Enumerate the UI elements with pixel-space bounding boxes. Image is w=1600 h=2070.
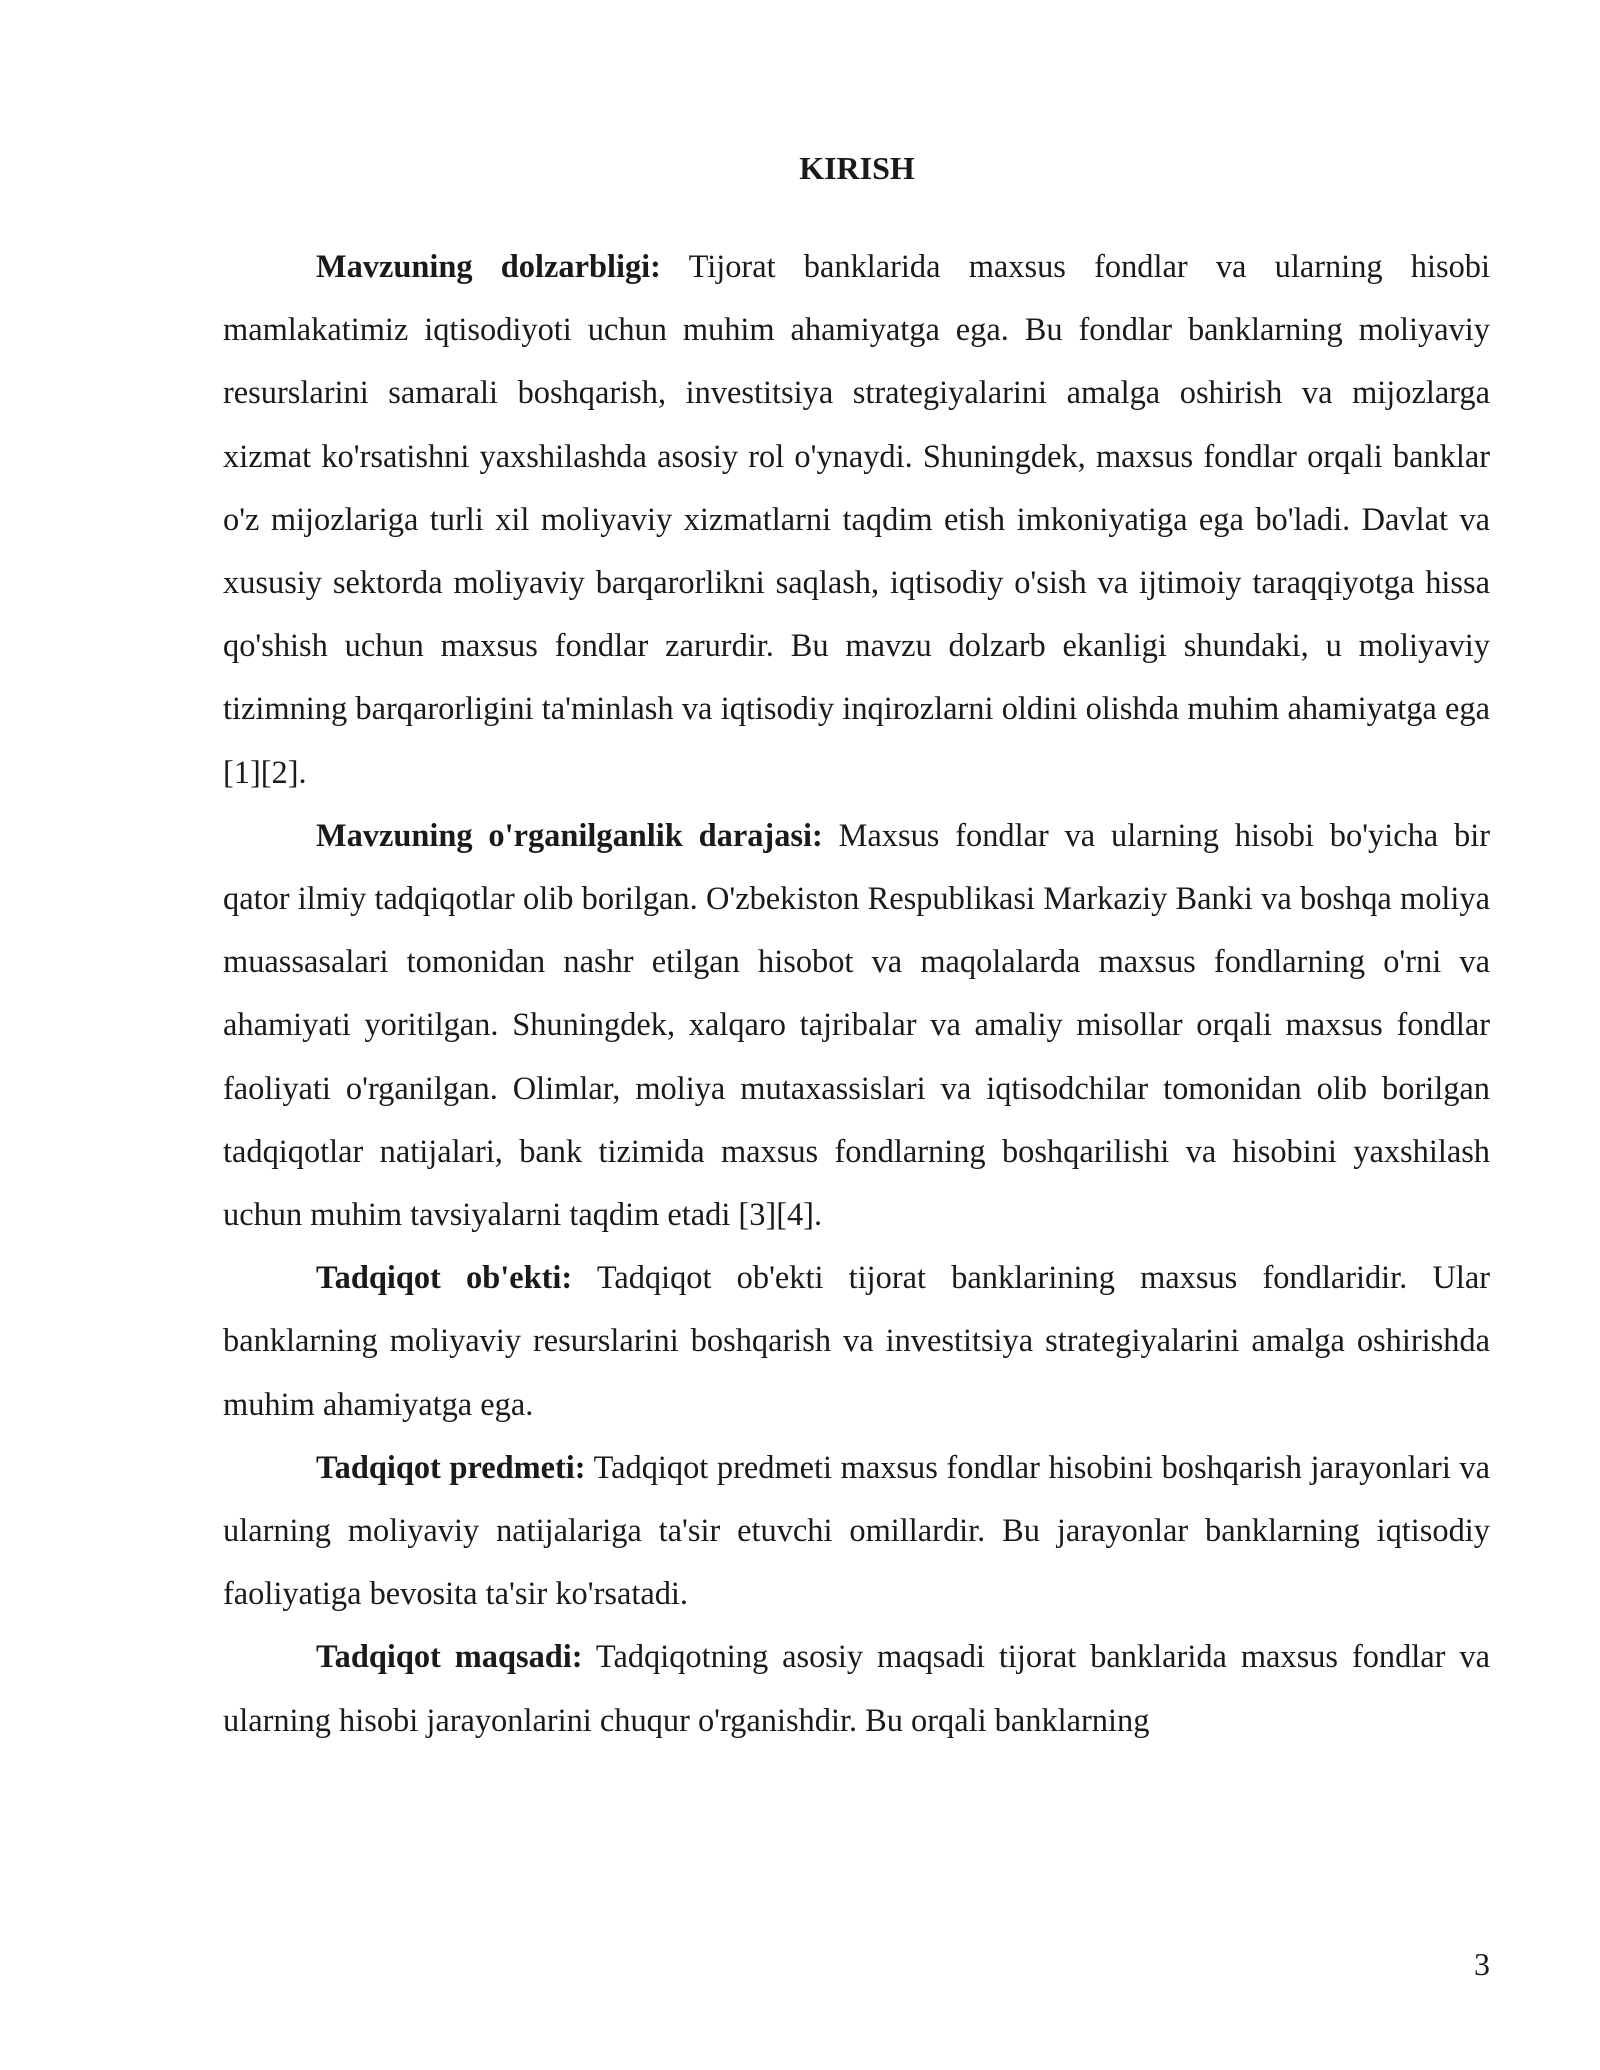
paragraph-study-level — [223, 805, 1490, 1247]
paragraph-research-object — [223, 1247, 1490, 1437]
paragraph-heading: Tadqiqot predmeti: — [316, 1449, 586, 1486]
paragraph-text: Tadqiqotning asosiy maqsadi tijorat banklarida maxsus fondlar va ularning hisobi jarayonlarini chuqur o'rganishdir. Bu orqali banklarning — [223, 1639, 1490, 1739]
paragraph-text: Tadqiqot predmeti maxsus fondlar hisobini boshqarish jarayonlari va ularning moliyaviy natijalariga ta'sir etuvchi omillardir. Bu jarayonlar banklarning iqtisodiy faoliyatiga bevosita ta'sir ko'rsatadi. — [223, 1449, 1490, 1613]
paragraph-heading: Tadqiqot ob'ekti: — [316, 1260, 573, 1297]
paragraph-heading: Mavzuning o'rganilganlik darajasi: — [316, 817, 823, 854]
paragraph-text: Tijorat banklarida maxsus fondlar va ularning hisobi mamlakatimiz iqtisodiyoti uchun muhim ahamiyatga ega. Bu fondlar banklarning moliyaviy resurslarini samarali boshqarish, investitsiya strategiyalarini amalga oshirish va mijozlarga xizmat ko'rsatishni yaxshilashda asosiy rol o'ynaydi. Shuningdek, maxsus fondlar orqali banklar o'z mijozlariga turli xil moliyaviy xizmatlarni taqdim etish imkoniyatiga ega bo'ladi. Davlat va xususiy sektorda moliyaviy barqarorlikni saqlash, iqtisodiy o'sish va ijtimoiy taraqqiyotga hissa qo'shish uchun maxsus fondlar zarurdir. Bu mavzu dolzarb ekanligi shundaki, u moliyaviy tizimning barqarorligini ta'minlash va iqtisodiy inqirozlarni oldini olishda muhim ahamiyatga ega [1][2]. — [223, 249, 1490, 791]
paragraph-text: Maxsus fondlar va ularning hisobi bo'yicha bir qator ilmiy tadqiqotlar olib borilgan. O'zbekiston Respublikasi Markaziy Banki va boshqa moliya muassasalari tomonidan nashr etilgan hisobot va maqolalarda maxsus fondlarning o'rni va ahamiyati yoritilgan. Shuningdek, xalqaro tajribalar va amaliy misollar orqali maxsus fondlar faoliyati o'rganilgan. Olimlar, moliya mutaxassislari va iqtisodchilar tomonidan olib borilgan tadqiqotlar natijalari, bank tizimida maxsus fondlarning boshqarilishi va hisobini yaxshilash uchun muhim tavsiyalarni taqdim etadi [3][4]. — [223, 817, 1490, 1234]
paragraph-heading: Tadqiqot maqsadi: — [316, 1639, 583, 1676]
page-number: 3 — [1474, 1946, 1490, 1982]
paragraph-text: Tadqiqot ob'ekti tijorat banklarining maxsus fondlaridir. Ular banklarning moliyaviy resurslarini boshqarish va investitsiya strategiyalarini amalga oshirishda muhim ahamiyatga ega. — [223, 1260, 1491, 1423]
paragraph-research-goal — [223, 1626, 1490, 1752]
paragraph-heading: Mavzuning dolzarbligi: — [316, 249, 661, 285]
paragraph-research-subject — [223, 1437, 1490, 1627]
section-title: KIRISH — [799, 150, 915, 186]
document-body — [223, 236, 1490, 1753]
paragraph-relevance — [223, 236, 1490, 805]
